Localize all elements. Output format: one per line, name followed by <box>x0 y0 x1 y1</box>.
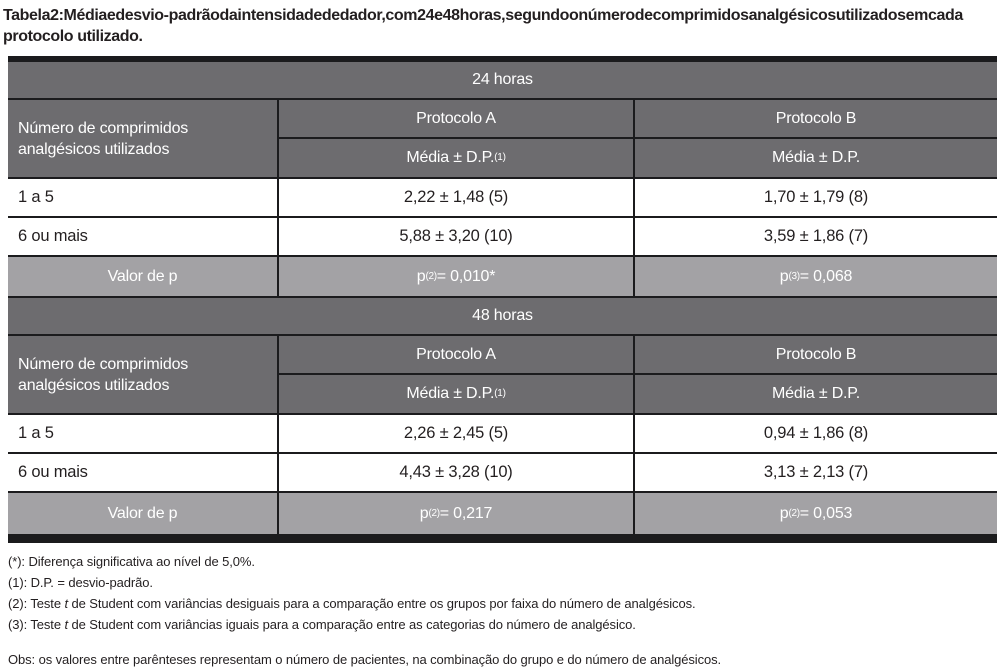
footnote-text: (*): Diferença significativa ao nível de 5,0%. <box>8 554 255 569</box>
stat-header-b <box>635 139 997 179</box>
row-label: 6 ou mais <box>8 454 279 493</box>
footnote-text: (3): Teste <box>8 617 65 632</box>
data-table <box>8 56 997 543</box>
row-group-header: Número de comprimidos analgésicos utilizados <box>8 336 279 415</box>
stat-header-b <box>635 375 997 415</box>
row-label: 1 a 5 <box>8 179 279 218</box>
footnote-text: (1): D.P. = desvio-padrão. <box>8 575 153 590</box>
footnotes-block <box>8 551 1006 667</box>
stat-label: Média ± D.P. <box>406 149 495 166</box>
p-base: p <box>419 504 429 522</box>
footnote-3 <box>8 614 1006 635</box>
stat-label: Média ± D.P. <box>772 149 860 166</box>
p-value: = 0,068 <box>799 267 853 285</box>
obs-note: Obs: os valores entre parênteses representam o número de pacientes, na combinação do grupo e do número de analgésicos. <box>8 652 722 667</box>
p-base: p <box>779 504 789 522</box>
value-cell: 4,43 ± 3,28 (10) <box>279 454 635 493</box>
footnote-asterisk <box>8 551 1006 572</box>
footnote-text: de Student com variâncias iguais para a comparação entre as categorias do número de analgésico. <box>67 617 636 632</box>
stat-header-a: Média ± D.P. (1) <box>279 375 635 415</box>
p-base: p <box>779 267 789 285</box>
value-cell: 5,88 ± 3,20 (10) <box>279 218 635 257</box>
footnote-italic: t <box>64 617 68 632</box>
p-value: = 0,010* <box>436 267 496 285</box>
stat-header-a: Média ± D.P. (1) <box>279 139 635 179</box>
column-header-protocolo-b: Protocolo B <box>635 100 997 139</box>
value-cell: 3,13 ± 2,13 (7) <box>635 454 997 493</box>
period-header-48h: 48 horas <box>8 298 997 336</box>
table-section-24h <box>8 62 997 298</box>
footnote-text: de Student com variâncias desiguais para a comparação entre os grupos por faixa do número de analgésicos. <box>67 596 696 611</box>
footnote-text: (2): Teste <box>8 596 65 611</box>
value-cell: 1,70 ± 1,79 (8) <box>635 179 997 218</box>
p-value: = 0,217 <box>439 504 493 522</box>
row-group-header: Número de comprimidos analgésicos utilizados <box>8 100 279 179</box>
table-section-48h <box>8 298 997 534</box>
stat-label: Média ± D.P. <box>772 385 860 402</box>
p-base: p <box>416 267 426 285</box>
value-cell: 2,22 ± 1,48 (5) <box>279 179 635 218</box>
footnote-1 <box>8 572 1006 593</box>
p-value-cell-a: p (2) = 0,217 <box>279 493 635 534</box>
stat-label: Média ± D.P. <box>406 385 495 402</box>
p-value-row-label: Valor de p <box>8 257 279 298</box>
column-header-protocolo-a: Protocolo A <box>279 100 635 139</box>
footnote-italic: t <box>64 596 68 611</box>
column-header-protocolo-b: Protocolo B <box>635 336 997 375</box>
column-header-protocolo-a: Protocolo A <box>279 336 635 375</box>
table-caption <box>0 0 1006 47</box>
caption-line-1: Tabela2:Médiaedesvio-padrãodaintensidadededador,com24e48horas,segundoonúmerodecomprimidosanalgésicosutilizadosemcada <box>3 7 963 24</box>
p-value-cell-b: p (3) = 0,068 <box>635 257 997 298</box>
value-cell: 0,94 ± 1,86 (8) <box>635 415 997 454</box>
p-value-row-label: Valor de p <box>8 493 279 534</box>
footnote-2 <box>8 593 1006 614</box>
caption-line-2: protocolo utilizado. <box>3 28 143 45</box>
value-cell: 2,26 ± 2,45 (5) <box>279 415 635 454</box>
value-cell: 3,59 ± 1,86 (7) <box>635 218 997 257</box>
row-label: 6 ou mais <box>8 218 279 257</box>
p-value-cell-a: p (2) = 0,010* <box>279 257 635 298</box>
row-label: 1 a 5 <box>8 415 279 454</box>
p-value: = 0,053 <box>799 504 853 522</box>
p-value-cell-b: p (2) = 0,053 <box>635 493 997 534</box>
period-header-24h: 24 horas <box>8 62 997 100</box>
